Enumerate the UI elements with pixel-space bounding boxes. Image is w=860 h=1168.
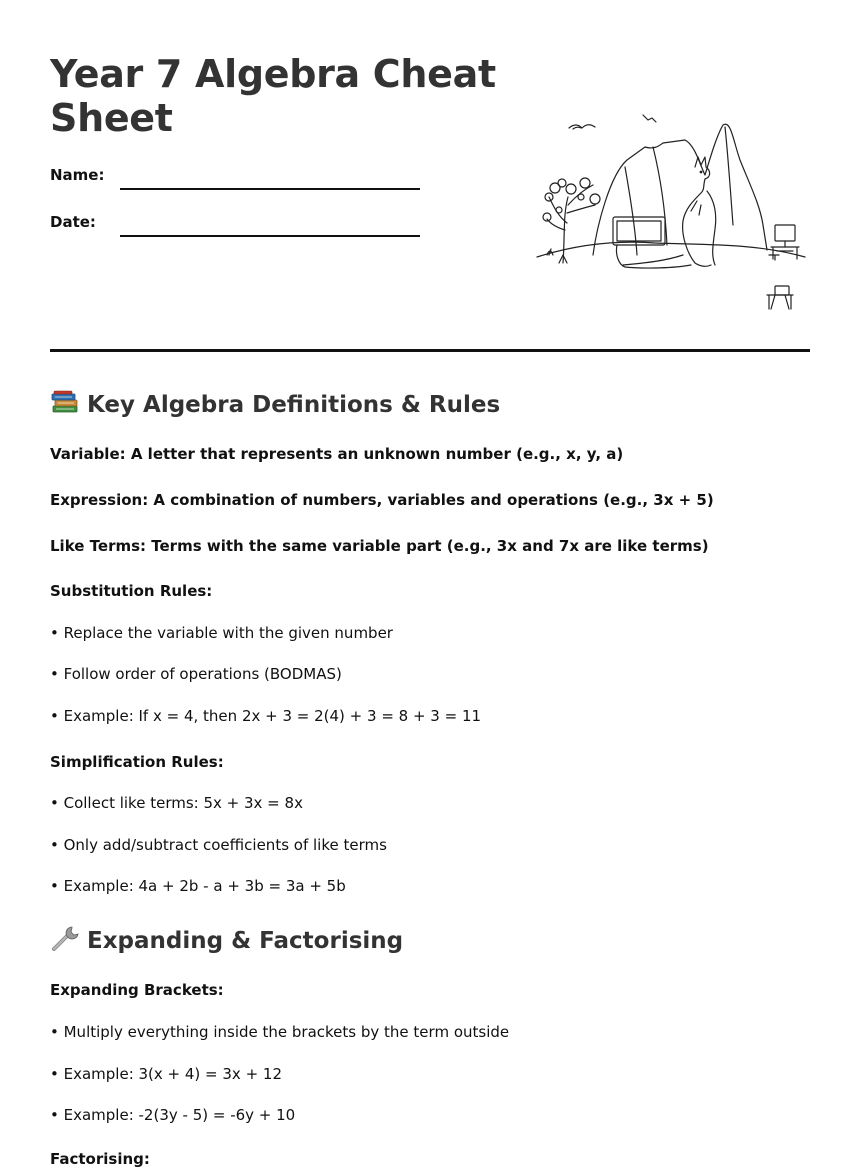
worksheet-page (50, 0, 810, 1168)
definition-like-terms: Like Terms: Terms with the same variable part (e.g., 3x and 7x are like terms) (50, 537, 709, 555)
simplification-item: • Collect like terms: 5x + 3x = 8x (50, 794, 303, 812)
simplification-title: Simplification Rules: (50, 753, 224, 771)
simplification-item: • Only add/subtract coefficients of like terms (50, 836, 387, 854)
substitution-item: • Replace the variable with the given number (50, 624, 393, 642)
expanding-item: • Example: 3(x + 4) = 3x + 12 (50, 1065, 283, 1083)
definition-expression: Expression: A combination of numbers, variables and operations (e.g., 3x + 5) (50, 491, 714, 509)
substitution-title: Substitution Rules: (50, 582, 213, 600)
section-heading-text: Expanding & Factorising (87, 928, 404, 954)
date-field (50, 211, 430, 241)
name-write-line (120, 188, 420, 190)
name-field (50, 164, 430, 194)
section-heading-expanding (50, 925, 403, 954)
simplification-item: • Example: 4a + 2b - a + 3b = 3a + 5b (50, 877, 346, 895)
definition-variable: Variable: A letter that represents an unknown number (e.g., x, y, a) (50, 445, 624, 463)
section-heading-text: Key Algebra Definitions & Rules (87, 392, 501, 418)
date-write-line (120, 235, 420, 237)
books-icon (50, 389, 80, 415)
expanding-item: • Multiply everything inside the brackets by the term outside (50, 1023, 510, 1041)
factorising-title: Factorising: (50, 1150, 150, 1168)
date-label: Date: (50, 213, 96, 231)
expanding-title: Expanding Brackets: (50, 981, 224, 999)
wrench-icon (50, 925, 80, 951)
outback-classroom-illustration (535, 105, 810, 320)
header-divider (50, 349, 810, 352)
substitution-item: • Follow order of operations (BODMAS) (50, 665, 342, 683)
substitution-item: • Example: If x = 4, then 2x + 3 = 2(4) + 3 = 8 + 3 = 11 (50, 707, 482, 725)
section-heading-definitions (50, 389, 500, 418)
expanding-item: • Example: -2(3y - 5) = -6y + 10 (50, 1106, 296, 1124)
name-label: Name: (50, 166, 105, 184)
page-title: Year 7 Algebra Cheat Sheet (50, 52, 496, 140)
